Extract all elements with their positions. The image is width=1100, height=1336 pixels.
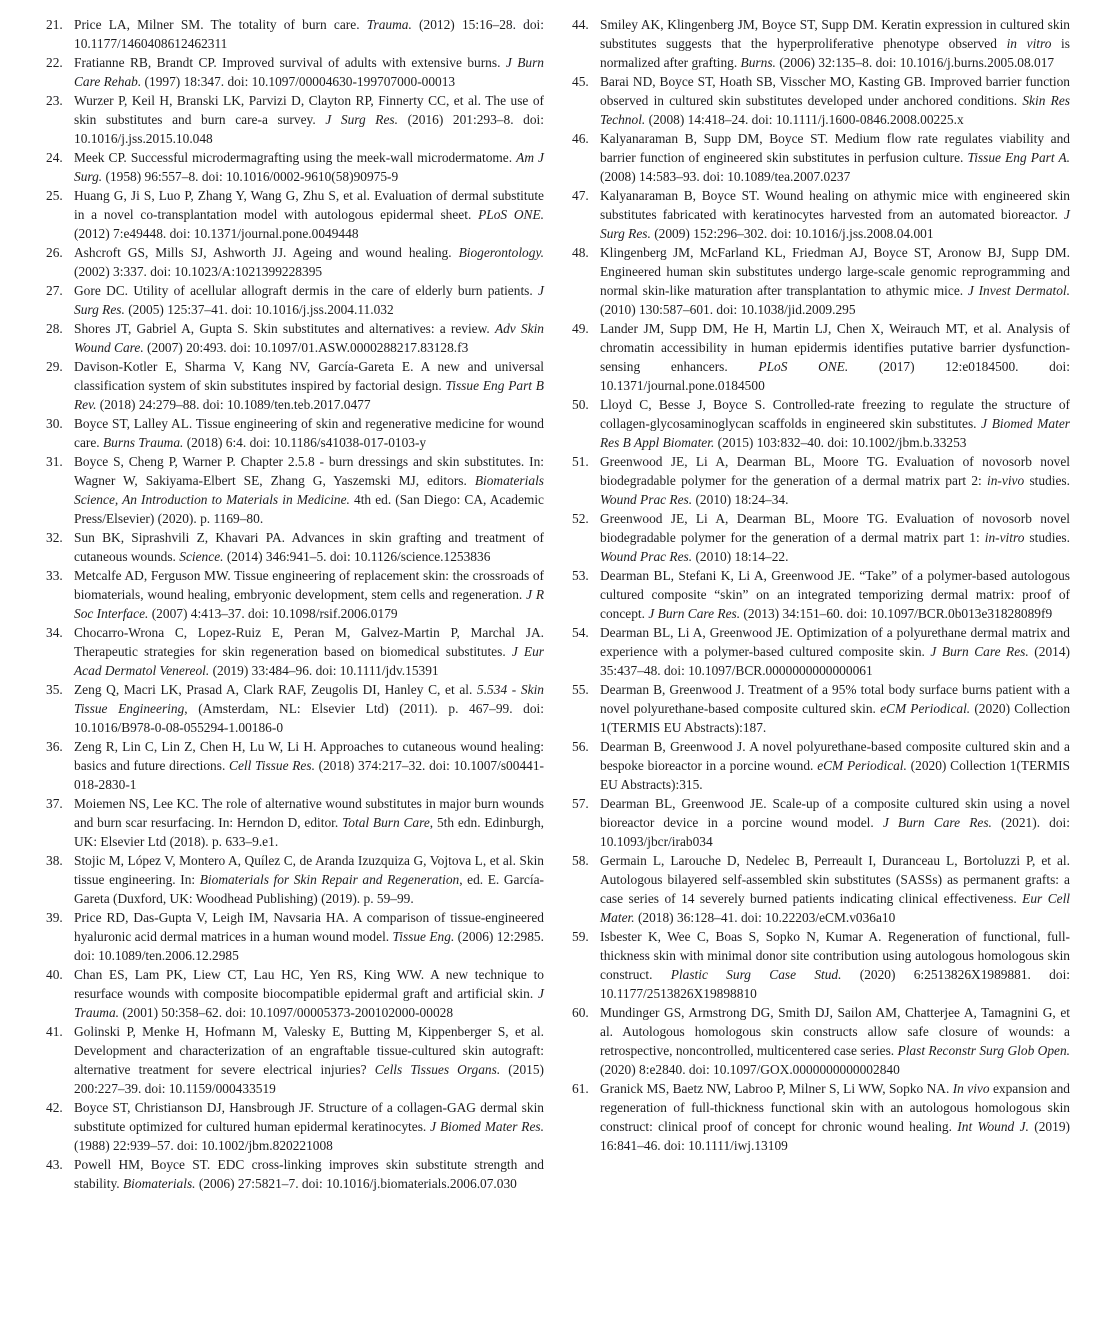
reference-italic-title: Trauma. — [366, 17, 412, 32]
reference-number: 53. — [572, 568, 589, 583]
reference-text-segment: (2013) 34:151–60. doi: 10.1097/BCR.0b013e31828089f9 — [740, 606, 1053, 621]
reference-number: 61. — [572, 1081, 589, 1096]
reference-text-segment: Powell HM, Boyce ST. EDC cross-linking improves skin substitute strength and stability. — [74, 1157, 544, 1191]
reference-text — [600, 395, 1070, 452]
reference-text-segment: Kalyanaraman B, Boyce ST. Wound healing on athymic mice with engineered skin substitutes fabricated with keratinocytes harvested from an automated bioreactor. — [600, 188, 1070, 222]
reference-item — [46, 1022, 544, 1098]
reference-text-segment: (2014) 346:941–5. doi: 10.1126/science.1253836 — [223, 549, 491, 564]
reference-text-segment: Zeng Q, Macri LK, Prasad A, Clark RAF, Zeugolis DI, Hanley C, et al. — [74, 682, 478, 697]
reference-number: 37. — [46, 796, 63, 811]
reference-text-segment: 4th ed. (San Diego: CA, Academic Press/Elsevier) (2020). p. 1169–80. — [74, 492, 544, 526]
reference-text-segment: , (Amsterdam, NL: Elsevier Ltd) (2011). p. 467–99. doi: 10.1016/B978-0-08-055294-1.00186-0 — [74, 701, 544, 735]
reference-number: 46. — [572, 131, 589, 146]
reference-item — [46, 737, 544, 794]
reference-text — [600, 129, 1070, 186]
reference-text — [74, 1022, 544, 1098]
reference-text-segment: Boyce ST, Lalley AL. Tissue engineering of skin and regenerative medicine for wound care. — [74, 416, 544, 450]
reference-text-segment: , 5th edn. Edinburgh, UK: Elsevier Ltd (2018). p. 633–9.e1. — [74, 815, 544, 849]
reference-item — [572, 927, 1070, 1003]
reference-text — [600, 623, 1070, 680]
reference-number: 28. — [46, 321, 63, 336]
reference-number: 45. — [572, 74, 589, 89]
reference-text-segment: (2020) Collection 1(TERMIS EU Abstracts):187. — [600, 701, 1071, 735]
reference-italic-title: eCM Periodical. — [880, 701, 971, 716]
reference-text-segment: (2020) Collection 1(TERMIS EU Abstracts):315. — [600, 758, 1070, 792]
reference-item — [46, 186, 544, 243]
reference-text — [600, 72, 1070, 129]
reference-text-segment: Kalyanaraman B, Supp DM, Boyce ST. Medium flow rate regulates viability and barrier function of engineered skin substitutes in perfusion culture. — [600, 131, 1070, 165]
reference-text — [74, 414, 544, 452]
reference-text-segment: (2012) 7:e49448. doi: 10.1371/journal.pone.0049448 — [74, 226, 359, 241]
reference-italic-title: Wound Prac Res. — [600, 492, 693, 507]
reference-text-segment: Barai ND, Boyce ST, Hoath SB, Visscher MO, Kasting GB. Improved barrier function observed in cultured skin substitutes developed under anchored conditions. — [600, 74, 1070, 108]
reference-item — [572, 737, 1070, 794]
reference-text-segment: Isbester K, Wee C, Boas S, Sopko N, Kumar A. Regeneration of functional, full-thickness skin with minimal donor site contribution using autologous homologous skin construct. — [600, 929, 1070, 982]
reference-text-segment: Mundinger GS, Armstrong DG, Smith DJ, Sailon AM, Chatterjee A, Tamagnini G, et al. Autologous homologous skin constructs allow safe closure of wounds: a retrospective, noncontrolled, multicentered case series. — [600, 1005, 1070, 1058]
reference-item — [46, 794, 544, 851]
reference-text-segment: (2018) 6:4. doi: 10.1186/s41038-017-0103-y — [183, 435, 427, 450]
reference-text-segment: expansion and regeneration of full-thickness functional skin with an autologous homologous skin construct: clinical proof of concept for chronic wound healing. — [600, 1081, 1070, 1134]
reference-item — [46, 15, 544, 53]
reference-number: 36. — [46, 739, 63, 754]
reference-italic-title: Science. — [179, 549, 224, 564]
reference-number: 43. — [46, 1157, 63, 1172]
reference-number: 42. — [46, 1100, 63, 1115]
reference-item — [572, 1079, 1070, 1155]
reference-italic-title: J Biomed Mater Res. — [430, 1119, 544, 1134]
reference-number: 34. — [46, 625, 63, 640]
reference-text — [74, 53, 544, 91]
reference-text-segment: Metcalfe AD, Ferguson MW. Tissue engineering of replacement skin: the crossroads of biomaterials, wound healing, embryonic development, stem cells and regeneration. — [74, 568, 544, 602]
reference-italic-title: J Surg Res. — [325, 112, 398, 127]
reference-text-segment: (2020) 8:e2840. doi: 10.1097/GOX.0000000000002840 — [600, 1062, 900, 1077]
reference-text-segment: (2018) 374:217–32. doi: 10.1007/s00441-018-2830-1 — [74, 758, 544, 792]
reference-text-segment: Klingenberg JM, McFarland KL, Friedman AJ, Boyce ST, Aronow BJ, Supp DM. Engineered human skin substitutes undergo large-scale genomic reprogramming and normal skin-like maturation after transplantation to athymic mice. — [600, 245, 1070, 298]
reference-item — [572, 851, 1070, 927]
reference-text-segment: (2018) 36:128–41. doi: 10.22203/eCM.v036a10 — [634, 910, 896, 925]
reference-text-segment: (2019) 33:484–96. doi: 10.1111/jdv.15391 — [209, 663, 439, 678]
reference-text-segment: (2001) 50:358–62. doi: 10.1097/00005373-200102000-00028 — [119, 1005, 454, 1020]
reference-text-segment: (2016) 201:293–8. doi: 10.1016/j.jss.2015.10.048 — [74, 112, 544, 146]
reference-text-segment: Germain L, Larouche D, Nedelec B, Perreault I, Duranceau L, Bortoluzzi P, et al. Autologous bilayered self-assembled skin substitutes (SASSs) as permanent grafts: a case series of 14 severely burned patients indicating clinical effectiveness. — [600, 853, 1070, 906]
reference-item — [46, 53, 544, 91]
reference-number: 26. — [46, 245, 63, 260]
reference-number: 58. — [572, 853, 589, 868]
reference-text-segment: (2006) 32:135–8. doi: 10.1016/j.burns.2005.08.017 — [775, 55, 1055, 70]
reference-italic-title: Am J Surg. — [74, 150, 544, 184]
reference-item — [572, 319, 1070, 395]
reference-text-segment: Smiley AK, Klingenberg JM, Boyce ST, Supp DM. Keratin expression in cultured skin substitutes suggests that the hyperproliferative phenotype observed — [600, 17, 1070, 51]
reference-text-segment: Shores JT, Gabriel A, Gupta S. Skin substitutes and alternatives: a review. — [74, 321, 495, 336]
reference-item — [572, 680, 1070, 737]
references-column-right — [572, 15, 1070, 1318]
reference-text — [74, 15, 544, 53]
reference-text-segment: Greenwood JE, Li A, Dearman BL, Moore TG. Evaluation of novosorb novel biodegradable polymer for the generation of a dermal matrix part 2: — [600, 454, 1070, 488]
reference-number: 60. — [572, 1005, 589, 1020]
reference-text — [600, 452, 1070, 509]
reference-text-segment: Lander JM, Supp DM, He H, Martin LJ, Chen X, Weirauch MT, et al. Analysis of chromatin accessibility in human epidermis identifies putative barrier dysfunction-sensing enhancers. — [600, 321, 1070, 374]
reference-text — [600, 15, 1070, 72]
reference-italic-title: Biomaterials for Skin Repair and Regeneration — [199, 872, 460, 887]
reference-number: 30. — [46, 416, 63, 431]
reference-number: 21. — [46, 17, 63, 32]
reference-text-segment: (2014) 35:437–48. doi: 10.1097/BCR.0000000000000061 — [600, 644, 1070, 678]
reference-text-segment: (2017) 12:e0184500. doi: 10.1371/journal.pone.0184500 — [600, 359, 1070, 393]
reference-italic-title: in vitro — [1006, 36, 1052, 51]
reference-text — [74, 357, 544, 414]
reference-italic-title: In vivo — [952, 1081, 990, 1096]
reference-number: 22. — [46, 55, 63, 70]
reference-item — [572, 452, 1070, 509]
reference-text — [600, 566, 1070, 623]
reference-text-segment: (2021). doi: 10.1093/jbcr/irab034 — [600, 815, 1070, 849]
reference-number: 31. — [46, 454, 63, 469]
reference-text-segment: (2015) 200:227–39. doi: 10.1159/000433519 — [74, 1062, 544, 1096]
reference-item — [572, 243, 1070, 319]
reference-italic-title: 5.534 - Skin Tissue Engineering — [74, 682, 544, 716]
reference-text-segment: Fratianne RB, Brandt CP. Improved survival of adults with extensive burns. — [74, 55, 506, 70]
reference-italic-title: Biogerontology. — [458, 245, 544, 260]
reference-text-segment: Meek CP. Successful microdermagrafting using the meek-wall microdermatome. — [74, 150, 517, 165]
reference-item — [572, 509, 1070, 566]
reference-text-segment: (2005) 125:37–41. doi: 10.1016/j.jss.2004.11.032 — [124, 302, 394, 317]
reference-number: 52. — [572, 511, 589, 526]
reference-number: 50. — [572, 397, 589, 412]
reference-italic-title: J Biomed Mater Res B Appl Biomater. — [600, 416, 1070, 450]
reference-italic-title: J Burn Care Rehab. — [74, 55, 544, 89]
reference-text — [600, 1003, 1070, 1079]
reference-text-segment: Davison-Kotler E, Sharma V, Kang NV, García-Gareta E. A new and universal classification system of skin substitutes inspired by factorial design. — [74, 359, 544, 393]
reference-text — [74, 452, 544, 528]
reference-item — [46, 1155, 544, 1193]
reference-number: 47. — [572, 188, 589, 203]
reference-italic-title: in-vivo — [987, 473, 1025, 488]
reference-item — [46, 281, 544, 319]
reference-text-segment: (2006) 27:5821–7. doi: 10.1016/j.biomaterials.2006.07.030 — [195, 1176, 517, 1191]
reference-italic-title: J Trauma. — [74, 986, 544, 1020]
reference-text-segment: Zeng R, Lin C, Lin Z, Chen H, Lu W, Li H. Approaches to cutaneous wound healing: basics and future directions. — [74, 739, 544, 773]
reference-number: 27. — [46, 283, 63, 298]
reference-text-segment: Boyce S, Cheng P, Warner P. Chapter 2.5.8 - burn dressings and skin substitutes. In: Wagner W, Sakiyama-Elbert SE, Zhang G, Yaszemski MJ, editors. — [74, 454, 544, 488]
reference-text-segment: , ed. E. García-Gareta (Duxford, UK: Woodhead Publishing) (2019). p. 59–99. — [74, 872, 544, 906]
reference-text — [74, 186, 544, 243]
reference-text — [74, 91, 544, 148]
reference-number: 40. — [46, 967, 63, 982]
reference-text-segment: (2007) 20:493. doi: 10.1097/01.ASW.0000288217.83128.f3 — [143, 340, 469, 355]
reference-text — [74, 528, 544, 566]
reference-italic-title: PLoS ONE. — [478, 207, 545, 222]
reference-text-segment: studies. — [1024, 530, 1070, 545]
reference-number: 41. — [46, 1024, 63, 1039]
reference-text — [74, 623, 544, 680]
reference-item — [46, 965, 544, 1022]
reference-text-segment: is normalized after grafting. — [600, 36, 1070, 70]
reference-text — [600, 851, 1070, 927]
reference-text-segment: (2007) 4:413–37. doi: 10.1098/rsif.2006.0179 — [148, 606, 398, 621]
reference-text — [74, 566, 544, 623]
reference-text-segment: Price RD, Das-Gupta V, Leigh IM, Navsaria HA. A comparison of tissue-engineered hyaluronic acid dermal matrices in a human wound model. — [74, 910, 544, 944]
reference-item — [46, 319, 544, 357]
reference-number: 49. — [572, 321, 589, 336]
reference-text-segment: Greenwood JE, Li A, Dearman BL, Moore TG. Evaluation of novosorb novel biodegradable polymer for the generation of a dermal matrix part 1: — [600, 511, 1070, 545]
reference-number: 55. — [572, 682, 589, 697]
reference-italic-title: Tissue Eng Part A. — [967, 150, 1070, 165]
reference-text — [600, 243, 1070, 319]
reference-number: 35. — [46, 682, 63, 697]
reference-italic-title: Wound Prac Res. — [600, 549, 693, 564]
reference-italic-title: Tissue Eng Part B Rev. — [74, 378, 544, 412]
reference-italic-title: J Burn Care Res. — [648, 606, 741, 621]
reference-italic-title: Int Wound J. — [957, 1119, 1029, 1134]
reference-number: 57. — [572, 796, 589, 811]
reference-item — [46, 566, 544, 623]
reference-text-segment: (2012) 15:16–28. doi: 10.1177/1460408612462311 — [74, 17, 544, 51]
reference-text — [600, 509, 1070, 566]
reference-number: 44. — [572, 17, 589, 32]
reference-text-segment: Granick MS, Baetz NW, Labroo P, Milner S, Li WW, Sopko NA. — [600, 1081, 953, 1096]
reference-number: 38. — [46, 853, 63, 868]
reference-text-segment: Huang G, Ji S, Luo P, Zhang Y, Wang G, Zhu S, et al. Evaluation of dermal substitute in a novel co-transplantation model with autologous epidermal sheet. — [74, 188, 544, 222]
reference-italic-title: Tissue Eng. — [392, 929, 455, 944]
reference-text — [74, 908, 544, 965]
reference-text — [74, 1155, 544, 1193]
reference-text — [74, 281, 544, 319]
reference-number: 59. — [572, 929, 589, 944]
reference-item — [46, 528, 544, 566]
reference-text — [74, 243, 544, 281]
reference-item — [46, 357, 544, 414]
reference-text-segment: Ashcroft GS, Mills SJ, Ashworth JJ. Ageing and wound healing. — [74, 245, 459, 260]
reference-text-segment: Golinski P, Menke H, Hofmann M, Valesky E, Butting M, Kippenberger S, et al. Development and characterization of an engraftable tissue-cultured skin autograft: alternative treatment for severe electrical injuries? — [74, 1024, 544, 1077]
reference-text-segment: studies. — [1024, 473, 1070, 488]
reference-italic-title: J Surg Res. — [600, 207, 1070, 241]
reference-item — [46, 243, 544, 281]
reference-text-segment: (2008) 14:418–24. doi: 10.1111/j.1600-0846.2008.00225.x — [645, 112, 964, 127]
reference-italic-title: Total Burn Care — [342, 815, 430, 830]
reference-text-segment: Dearman B, Greenwood J. A novel polyurethane-based composite cultured skin and a bespoke bioreactor in a porcine wound. — [600, 739, 1070, 773]
reference-text — [74, 1098, 544, 1155]
reference-text-segment: (2006) 12:2985. doi: 10.1089/ten.2006.12.2985 — [74, 929, 544, 963]
reference-text-segment: Wurzer P, Keil H, Branski LK, Parvizi D, Clayton RP, Finnerty CC, et al. The use of skin substitutes and burn care-a survey. — [74, 93, 544, 127]
reference-italic-title: PLoS ONE. — [758, 359, 849, 374]
reference-italic-title: Plast Reconstr Surg Glob Open. — [897, 1043, 1071, 1058]
reference-text — [600, 927, 1070, 1003]
reference-italic-title: in-vitro — [984, 530, 1025, 545]
reference-text-segment: Chan ES, Lam PK, Liew CT, Lau HC, Yen RS, King WW. A new technique to resurface wounds with composite biocompatible epidermal graft and artificial skin. — [74, 967, 544, 1001]
reference-number: 54. — [572, 625, 589, 640]
reference-text-segment: (2009) 152:296–302. doi: 10.1016/j.jss.2008.04.001 — [650, 226, 934, 241]
reference-text — [74, 680, 544, 737]
reference-number: 51. — [572, 454, 589, 469]
reference-text-segment: Gore DC. Utility of acellular allograft dermis in the care of elderly burn patients. — [74, 283, 539, 298]
reference-text-segment: (2010) 130:587–601. doi: 10.1038/jid.2009.295 — [600, 302, 856, 317]
reference-italic-title: Eur Cell Mater. — [600, 891, 1071, 925]
reference-text — [74, 148, 544, 186]
reference-number: 29. — [46, 359, 63, 374]
reference-text — [74, 851, 544, 908]
reference-text-segment: Lloyd C, Besse J, Boyce S. Controlled-rate freezing to regulate the structure of collagen-glycosaminoglycan scaffolds in engineered skin substitutes. — [600, 397, 1070, 431]
reference-italic-title: Plastic Surg Case Stud. — [670, 967, 842, 982]
reference-item — [572, 794, 1070, 851]
reference-item — [572, 566, 1070, 623]
reference-text-segment: Dearman B, Greenwood J. Treatment of a 95% total body surface burns patient with a novel polyurethane-based composite cultured skin. — [600, 682, 1070, 716]
reference-item — [46, 1098, 544, 1155]
reference-italic-title: Burns. — [740, 55, 776, 70]
reference-text-segment: (2010) 18:24–34. — [692, 492, 789, 507]
reference-item — [572, 623, 1070, 680]
reference-italic-title: Cell Tissue Res. — [229, 758, 315, 773]
reference-italic-title: J R Soc Interface. — [74, 587, 544, 621]
reference-text-segment: Moiemen NS, Lee KC. The role of alternative wound substitutes in major burn wounds and burn scar resurfacing. In: Herndon D, editor. — [74, 796, 544, 830]
reference-item — [572, 15, 1070, 72]
reference-italic-title: J Surg Res. — [74, 283, 544, 317]
reference-text-segment: (2008) 14:583–93. doi: 10.1089/tea.2007.0237 — [600, 169, 851, 184]
reference-italic-title: Biomaterials. — [122, 1176, 196, 1191]
reference-text — [600, 186, 1070, 243]
reference-item — [46, 414, 544, 452]
reference-italic-title: J Invest Dermatol. — [967, 283, 1070, 298]
reference-text-segment: Stojic M, López V, Montero A, Quílez C, de Aranda Izuzquiza G, Vojtova L, et al. Skin tissue engineering. In: — [74, 853, 544, 887]
reference-number: 32. — [46, 530, 63, 545]
reference-text-segment: Boyce ST, Christianson DJ, Hansbrough JF. Structure of a collagen-GAG dermal skin substitute optimized for cultured human epidermal keratinocytes. — [74, 1100, 544, 1134]
reference-text-segment: Chocarro-Wrona C, Lopez-Ruiz E, Peran M, Galvez-Martin P, Marchal JA. Therapeutic strategies for skin regeneration based on biomedical substitutes. — [74, 625, 544, 659]
reference-italic-title: Biomaterials Science, An Introduction to Materials in Medicine. — [74, 473, 544, 507]
reference-text-segment: Dearman BL, Li A, Greenwood JE. Optimization of a polyurethane dermal matrix and experience with a polymer-based cultured composite skin. — [600, 625, 1070, 659]
reference-number: 23. — [46, 93, 63, 108]
reference-text-segment: (2019) 16:841–46. doi: 10.1111/iwj.13109 — [600, 1119, 1070, 1153]
reference-italic-title: J Burn Care Res. — [930, 644, 1029, 659]
reference-italic-title: Adv Skin Wound Care. — [74, 321, 544, 355]
reference-italic-title: J Eur Acad Dermatol Venereol. — [74, 644, 544, 678]
reference-italic-title: Burns Trauma. — [103, 435, 184, 450]
references-column-left — [46, 15, 544, 1318]
reference-text — [74, 965, 544, 1022]
reference-text-segment: (2018) 24:279–88. doi: 10.1089/ten.teb.2017.0477 — [96, 397, 371, 412]
reference-item — [572, 1003, 1070, 1079]
reference-text — [600, 1079, 1070, 1155]
reference-text — [74, 737, 544, 794]
reference-item — [572, 186, 1070, 243]
reference-item — [46, 91, 544, 148]
reference-text-segment: (2002) 3:337. doi: 10.1023/A:1021399228395 — [74, 264, 323, 279]
reference-text-segment: Dearman BL, Greenwood JE. Scale-up of a composite cultured skin using a novel bioreactor device in a porcine wound model. — [600, 796, 1070, 830]
reference-text — [74, 319, 544, 357]
reference-text-segment: (2020) 6:2513826X1989881. doi: 10.1177/2513826X19898810 — [600, 967, 1071, 1001]
reference-number: 39. — [46, 910, 63, 925]
reference-text-segment: (1958) 96:557–8. doi: 10.1016/0002-9610(58)90975-9 — [102, 169, 399, 184]
reference-item — [46, 908, 544, 965]
reference-number: 24. — [46, 150, 63, 165]
reference-item — [46, 680, 544, 737]
reference-italic-title: Skin Res Technol. — [600, 93, 1070, 127]
reference-text-segment: (2015) 103:832–40. doi: 10.1002/jbm.b.33253 — [714, 435, 967, 450]
reference-item — [46, 148, 544, 186]
reference-item — [46, 851, 544, 908]
reference-text-segment: (1988) 22:939–57. doi: 10.1002/jbm.820221008 — [74, 1138, 333, 1153]
reference-item — [46, 452, 544, 528]
reference-item — [46, 623, 544, 680]
reference-number: 25. — [46, 188, 63, 203]
reference-item — [572, 129, 1070, 186]
reference-number: 48. — [572, 245, 589, 260]
reference-number: 56. — [572, 739, 589, 754]
reference-text-segment: (1997) 18:347. doi: 10.1097/00004630-199707000-00013 — [141, 74, 456, 89]
reference-italic-title: eCM Periodical. — [817, 758, 907, 773]
reference-item — [572, 395, 1070, 452]
reference-text-segment: Price LA, Milner SM. The totality of burn care. — [74, 17, 367, 32]
reference-text — [600, 737, 1070, 794]
reference-text-segment: Dearman BL, Stefani K, Li A, Greenwood JE. “Take” of a polymer-based autologous cultured composite “skin” on an integrated temporizing dermal matrix: proof of concept. — [600, 568, 1070, 621]
reference-text-segment: (2010) 18:14–22. — [692, 549, 789, 564]
reference-text — [74, 794, 544, 851]
reference-text — [600, 319, 1070, 395]
reference-italic-title: J Burn Care Res. — [882, 815, 992, 830]
reference-text-segment: Sun BK, Siprashvili Z, Khavari PA. Advances in skin grafting and treatment of cutaneous wounds. — [74, 530, 544, 564]
reference-number: 33. — [46, 568, 63, 583]
reference-item — [572, 72, 1070, 129]
reference-italic-title: Cells Tissues Organs. — [374, 1062, 501, 1077]
reference-text — [600, 794, 1070, 851]
reference-text — [600, 680, 1070, 737]
